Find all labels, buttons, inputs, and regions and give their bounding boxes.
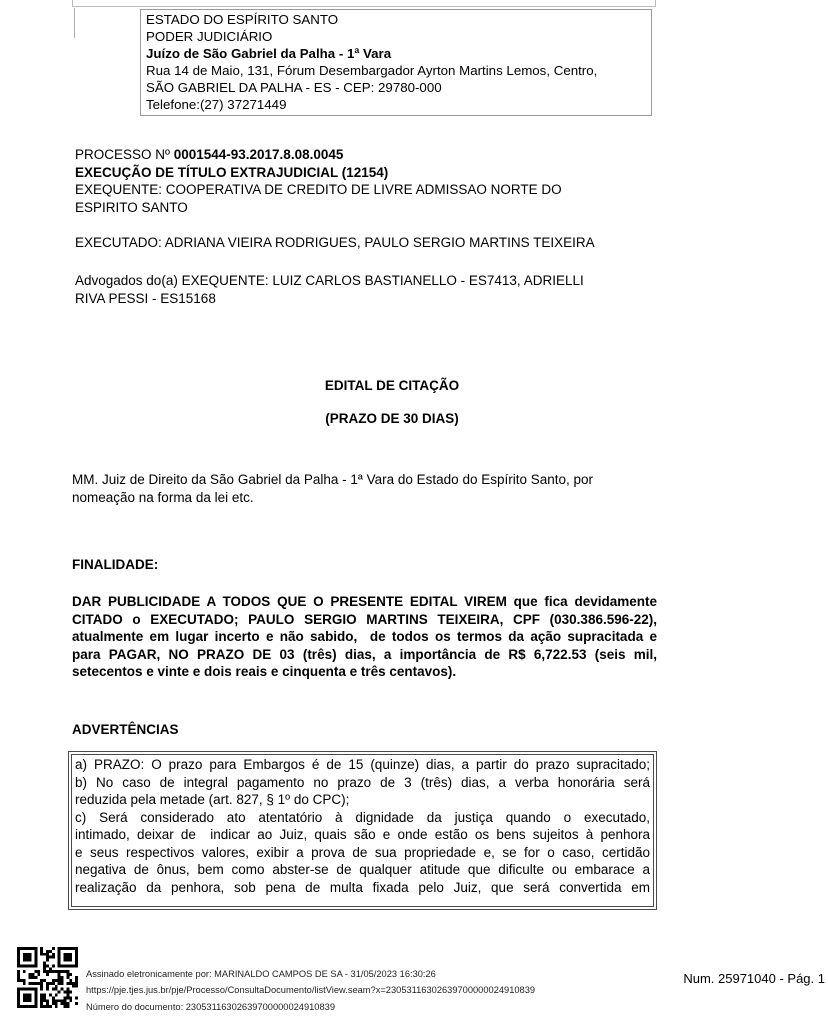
coat-of-arms-remnant [74, 8, 75, 38]
process-block [75, 146, 653, 251]
advertencias-heading: ADVERTÊNCIAS [72, 722, 179, 737]
exequente: EXEQUENTE: COOPERATIVA DE CREDITO DE LIVRE ADMISSAO NORTE DO ESPIRITO SANTO [75, 182, 562, 215]
classe-processual: EXECUÇÃO DE TÍTULO EXTRAJUDICIAL (12154) [75, 164, 389, 180]
advertencia-item-c: c) Será considerado ato atentatório à dignidade da justiça quando o executado, intimado, deixar de indicar ao Juiz, quais são e onde estão os bens sujeitos à penhora e seus respectivos valores, exibir a prova de sua propriedade e, se for o caso, certidão negativa de ônus, bem como abster-se de qualquer atitude que dificulte ou embarace a realização da penhora, sob pena de multa fixada pelo Juiz, que será convertida em [75, 809, 650, 895]
executado: EXECUTADO: ADRIANA VIEIRA RODRIGUES, PAULO SERGIO MARTINS TEIXEIRA [75, 234, 595, 250]
advertencias-box-inner [71, 754, 654, 907]
advertencia-item-a: a) PRAZO: O prazo para Embargos é de 15 (quinze) dias, a partir do prazo supracitado; [75, 757, 650, 772]
court-header-box [140, 9, 652, 116]
qr-code-icon [17, 947, 78, 1008]
document-number-line: Número do documento: 23053116302639700000024910839 [86, 1001, 335, 1012]
header-line-telefone: Telefone:(27) 37271449 [146, 97, 287, 112]
cutoff-box-top [72, 0, 656, 7]
header-line-estado: ESTADO DO ESPÍRITO SANTO [146, 12, 339, 27]
signed-by-line: Assinado eletronicamente por: MARINALDO CAMPOS DE SA - 31/05/2023 16:30:26 [86, 969, 436, 979]
header-line-endereco: Rua 14 de Maio, 131, Fórum Desembargador Ayrton Martins Lemos, Centro, [146, 63, 598, 78]
edital-prazo-subtitle: (PRAZO DE 30 DIAS) [325, 411, 459, 426]
header-line-poder: PODER JUDICIÁRIO [146, 29, 273, 44]
processo-numero: 0001544-93.2017.8.08.0045 [173, 147, 344, 162]
advogados-exequente: Advogados do(a) EXEQUENTE: LUIZ CARLOS BASTIANELLO - ES7413, ADRIELLI RIVA PESSI - ES15168 [75, 273, 584, 306]
page-number-badge: Num. 25971040 - Pág. 1 [683, 971, 825, 986]
header-line-cidade-cep: SÃO GABRIEL DA PALHA - ES - CEP: 29780-000 [146, 80, 442, 95]
processo-label: PROCESSO Nº [75, 147, 174, 162]
edital-title: EDITAL DE CITAÇÃO [324, 378, 460, 393]
processo-number-line [75, 146, 653, 164]
advertencias-box [68, 751, 657, 910]
document-url-line: https://pje.tjes.jus.br/pje/Processo/ConsultaDocumento/listView.seam?x=23053116302639700000024910839 [86, 985, 536, 996]
advertencia-item-b: b) No caso de integral pagamento no prazo de 3 (três) dias, a verba honorária será reduzida pela metade (art. 827, § 1º do CPC); [75, 774, 650, 807]
header-line-juizo: Juízo de São Gabriel da Palha - 1ª Vara [146, 46, 392, 61]
finalidade-heading: FINALIDADE: [72, 557, 159, 572]
juiz-paragraph: MM. Juiz de Direito da São Gabriel da Palha - 1ª Vara do Estado do Espírito Santo, por nomeação na forma da lei etc. [72, 472, 594, 505]
signature-footer [86, 966, 535, 1015]
finalidade-paragraph: DAR PUBLICIDADE A TODOS QUE O PRESENTE EDITAL VIREM que fica devidamente CITADO o EXECUTADO; PAULO SERGIO MARTINS TEIXEIRA, CPF (030.386.596-22), atualmente em lugar incerto e não sabido, de todos os termos da ação supracitada e para PAGAR, NO PRAZO DE 03 (três) dias, a importância de R$ 6,722.53 (seis mil, setecentos e vinte e dois reais e cinquenta e três centavos). [72, 594, 657, 680]
